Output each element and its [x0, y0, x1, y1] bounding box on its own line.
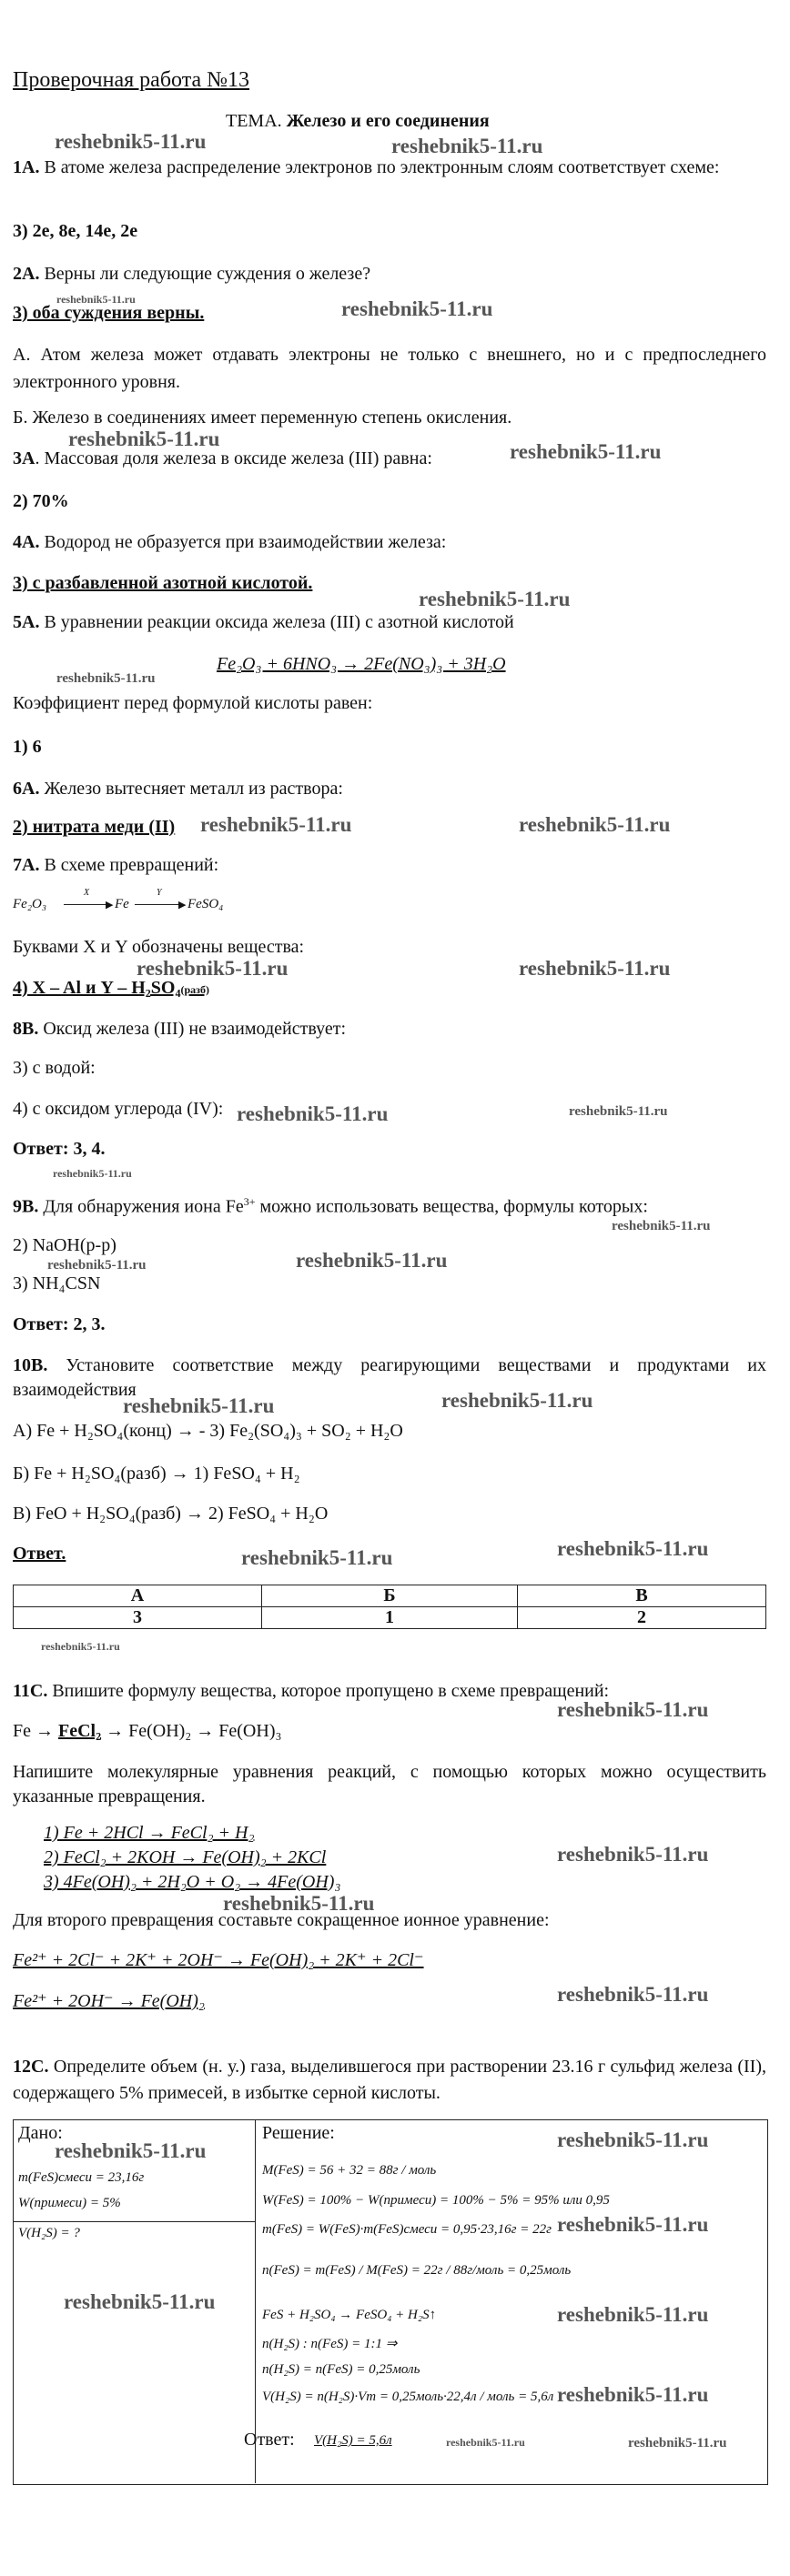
question-11-text2: Напишите молекулярные уравнения реакций, с помощью которых можно осуществить указанные превращения. — [13, 1762, 766, 1806]
question-number: 7А. — [13, 855, 40, 875]
scheme-11 — [13, 1721, 281, 1742]
question-11-text3: Для второго превращения составьте сокращенное ионное уравнение: — [13, 1910, 550, 1930]
watermark: reshebnik5-11.ru — [441, 1389, 593, 1412]
watermark: reshebnik5-11.ru — [557, 1698, 709, 1721]
question-5-text2: Коэффициент перед формулой кислоты равен: — [13, 693, 373, 713]
solution-step: n(H₂S) : n(FeS) = 1:1 ⇒ — [262, 2337, 398, 2351]
solution-step: n(H₂S) = n(FeS) = 0,25моль — [262, 2362, 420, 2377]
answer-9: Ответ: 2, 3. — [13, 1314, 106, 1334]
watermark: reshebnik5-11.ru — [41, 1640, 120, 1653]
watermark: reshebnik5-11.ru — [519, 813, 671, 836]
watermark: reshebnik5-11.ru — [241, 1546, 393, 1569]
answer-6: 2) нитрата меди (II) — [13, 817, 176, 837]
table-row — [14, 1607, 766, 1629]
scheme-item: FeSO₄ — [187, 897, 224, 911]
answer-2: 3) оба суждения верны. — [13, 303, 205, 323]
ionic-equation-short: Fe²⁺ + 2OH⁻ → Fe(OH)₂ — [13, 1991, 205, 2011]
page-title: Проверочная работа №13 — [13, 68, 250, 92]
scheme-end: → Fe(OH)₂ → Fe(OH)₃ — [101, 1721, 282, 1741]
question-text: В схеме превращений: — [44, 855, 219, 875]
question-number: 11С. — [13, 1681, 48, 1701]
question-text: Оксид железа (III) не взаимодействует: — [43, 1019, 346, 1039]
answer-1: 3) 2е, 8е, 14е, 2е — [13, 221, 138, 241]
ionic-equation-full: Fe²⁺ + 2Cl⁻ + 2K⁺ + 2OH⁻ → Fe(OH)₂ + 2K⁺ + 2Cl⁻ — [13, 1950, 424, 1970]
table-cell: 1 — [261, 1607, 517, 1629]
pair-a: А) Fe + H₂SO₄(конц) → - 3) Fe₂(SO₄)₃ + SO₂ + H₂O — [13, 1421, 403, 1441]
ion-charge: 3+ — [243, 1195, 256, 1208]
question-text-tail: можно использовать вещества, формулы которых: — [255, 1196, 648, 1217]
scheme-start: Fe → — [13, 1721, 58, 1741]
question-text: Железо вытесняет металл из раствора: — [44, 779, 343, 799]
watermark: reshebnik5-11.ru — [200, 813, 352, 836]
watermark: reshebnik5-11.ru — [296, 1249, 448, 1272]
question-3 — [13, 448, 432, 469]
topic-prefix: ТЕМА. — [226, 111, 282, 131]
question-9 — [13, 1195, 648, 1218]
question-11 — [13, 1681, 609, 1702]
question-2 — [13, 264, 370, 285]
watermark: reshebnik5-11.ru — [419, 588, 571, 610]
answer-3: 2) 70% — [13, 491, 69, 511]
question-text: Установите соответствие между реагирующими веществами и продуктами их взаимодействия — [13, 1355, 766, 1400]
watermark: reshebnik5-11.ru — [47, 1258, 147, 1273]
watermark: reshebnik5-11.ru — [557, 2213, 709, 2236]
given-divider — [13, 2221, 255, 2222]
watermark: reshebnik5-11.ru — [341, 297, 493, 320]
question-text: В атоме железа распределение электронов по электронным слоям соответствует схеме: — [44, 157, 720, 177]
watermark: reshebnik5-11.ru — [569, 1104, 668, 1119]
answer-text: 4) X – Al и Y – H₂SO₄ — [13, 978, 181, 998]
solution-step: M(FeS) = 56 + 32 = 88г / моль — [262, 2163, 437, 2178]
question-5 — [13, 612, 514, 633]
watermark: reshebnik5-11.ru — [557, 1983, 709, 2006]
watermark: reshebnik5-11.ru — [56, 671, 156, 686]
option-8-1: 3) с водой: — [13, 1058, 96, 1078]
question-text: Для обнаружения иона Fe — [43, 1196, 244, 1217]
topic-name: Железо и его соединения — [286, 111, 490, 131]
watermark: reshebnik5-11.ru — [237, 1102, 389, 1125]
solution-label: Решение: — [262, 2123, 335, 2143]
arrow-icon — [135, 904, 182, 905]
scheme-label-x: X — [84, 888, 90, 898]
question-number: 5А. — [13, 612, 40, 632]
question-number: 4А. — [13, 532, 40, 552]
watermark: reshebnik5-11.ru — [557, 1537, 709, 1560]
question-7-text2: Буквами X и Y обозначены вещества: — [13, 937, 305, 957]
question-8 — [13, 1019, 346, 1040]
answer-10-label: Ответ. — [13, 1544, 66, 1564]
watermark: reshebnik5-11.ru — [56, 293, 136, 306]
watermark: reshebnik5-11.ru — [519, 957, 671, 980]
topic — [226, 111, 490, 132]
watermark: reshebnik5-11.ru — [391, 135, 543, 157]
question-text: Водород не образуется при взаимодействии железа: — [44, 532, 447, 552]
watermark: reshebnik5-11.ru — [557, 1843, 709, 1866]
answer-7 — [13, 978, 209, 999]
arrow-icon — [64, 904, 109, 905]
solution-step: W(FeS) = 100% − W(примеси) = 100% − 5% = 95% или 0,95 — [262, 2193, 610, 2208]
question-text: Впишите формулу вещества, которое пропущено в схеме превращений: — [52, 1681, 610, 1701]
table-cell: 3 — [14, 1607, 262, 1629]
watermark: reshebnik5-11.ru — [557, 2303, 709, 2326]
given-label: Дано: — [18, 2123, 63, 2143]
answer-subscript: (разб) — [180, 983, 209, 996]
question-4 — [13, 532, 446, 553]
table-cell: 2 — [518, 1607, 766, 1629]
watermark: reshebnik5-11.ru — [612, 1219, 711, 1233]
watermark: reshebnik5-11.ru — [55, 130, 207, 153]
question-12 — [13, 2054, 766, 2107]
pair-c: В) FeO + H₂SO₄(разб) → 2) FeSO₄ + H₂O — [13, 1504, 329, 1524]
question-6 — [13, 779, 343, 800]
question-text: . Массовая доля железа в оксиде железа (III) равна: — [35, 448, 432, 468]
watermark: reshebnik5-11.ru — [64, 2290, 216, 2313]
watermark: reshebnik5-11.ru — [510, 440, 662, 463]
given-item: W(примеси) = 5% — [18, 2196, 121, 2210]
given-item: m(FeS)смеси = 23,16г — [18, 2170, 145, 2185]
watermark: reshebnik5-11.ru — [68, 428, 220, 450]
answer-8: Ответ: 3, 4. — [13, 1139, 106, 1159]
arrow-head-icon: ▶ — [106, 900, 114, 911]
equation-11-3: 3) 4Fe(OH)₂ + 2H₂O + O₂ → 4Fe(OH)₃ — [44, 1872, 341, 1892]
equation-11-1: 1) Fe + 2HCl → FeCl₂ + H₂ — [44, 1823, 255, 1843]
answer-5: 1) 6 — [13, 737, 42, 757]
solution-divider — [255, 2119, 256, 2483]
table-header: В — [518, 1585, 766, 1607]
missing-substance: FeCl₂ — [58, 1721, 102, 1741]
scheme-7 — [13, 888, 231, 915]
watermark: reshebnik5-11.ru — [53, 1167, 132, 1180]
option-9-2: 3) NH₄CSN — [13, 1273, 101, 1293]
question-number: 2А. — [13, 264, 40, 284]
answer-4: 3) с разбавленной азотной кислотой. — [13, 573, 313, 593]
watermark: reshebnik5-11.ru — [137, 957, 289, 980]
equation-11-2: 2) FeCl₂ + 2KOH → Fe(OH)₂ + 2KCl — [44, 1847, 327, 1867]
option-8-2: 4) с оксидом углерода (IV): — [13, 1099, 224, 1119]
watermark: reshebnik5-11.ru — [123, 1394, 275, 1417]
question-text: Верны ли следующие суждения о железе? — [44, 264, 371, 284]
arrow-head-icon: ▶ — [178, 900, 187, 911]
watermark: reshebnik5-11.ru — [557, 2128, 709, 2151]
solution-step: FeS + H₂SO₄ → FeSO₄ + H₂S↑ — [262, 2308, 437, 2322]
scheme-label-y: Y — [157, 888, 162, 898]
question-number: 10В. — [13, 1355, 48, 1375]
scheme-item: Fe₂O₃ — [13, 897, 47, 911]
question-text: Определите объем (н. у.) газа, выделившегося при растворении 23.16 г сульфид железа (II), содержащего 5% примесей, в избытке серной кислоты. — [13, 2057, 767, 2103]
watermark: reshebnik5-11.ru — [628, 2436, 727, 2450]
question-number: 3А — [13, 448, 35, 468]
watermark: reshebnik5-11.ru — [446, 2436, 525, 2449]
answer-table — [13, 1585, 766, 1629]
equation-5: Fe₂O₃ + 6HNO₃ → 2Fe(NO₃)₃ + 3H₂O — [217, 654, 506, 674]
pair-b: Б) Fe + H₂SO₄(разб) → 1) FeSO₄ + H₂ — [13, 1464, 300, 1484]
question-number: 8В. — [13, 1019, 39, 1039]
final-answer-label: Ответ: — [244, 2430, 295, 2450]
question-number: 6А. — [13, 779, 40, 799]
option-9-1: 2) NaOH(р-р) — [13, 1235, 116, 1255]
question-number: 12С. — [13, 2057, 49, 2077]
scheme-item: Fe — [115, 897, 129, 911]
question-7 — [13, 855, 218, 876]
table-header-row — [14, 1585, 766, 1607]
question-1 — [13, 155, 766, 181]
solution-step: V(H₂S) = n(H₂S)·Vm = 0,25моль·22,4л / моль = 5,6л — [262, 2390, 554, 2404]
watermark: reshebnik5-11.ru — [55, 2139, 207, 2162]
solution-step: m(FeS) = W(FeS)·m(FeS)смеси = 0,95·23,16г = 22г — [262, 2222, 552, 2237]
final-answer: V(H₂S) = 5,6л — [314, 2433, 392, 2448]
given-unknown: V(H₂S) = ? — [18, 2226, 80, 2240]
question-text: В уравнении реакции оксида железа (III) с азотной кислотой — [44, 612, 514, 632]
table-header: Б — [261, 1585, 517, 1607]
question-number: 1А. — [13, 157, 40, 177]
table-header: А — [14, 1585, 262, 1607]
watermark: reshebnik5-11.ru — [557, 2383, 709, 2406]
watermark: reshebnik5-11.ru — [223, 1892, 375, 1915]
solution-step: n(FeS) = m(FeS) / M(FeS) = 22г / 88г/моль = 0,25моль — [262, 2263, 572, 2278]
question-number: 9В. — [13, 1196, 39, 1217]
statement-b: Б. Железо в соединениях имеет переменную степень окисления. — [13, 408, 512, 428]
statement-a: А. Атом железа может отдавать электроны не только с внешнего, но и с предпоследнего электронного уровня. — [13, 345, 766, 392]
